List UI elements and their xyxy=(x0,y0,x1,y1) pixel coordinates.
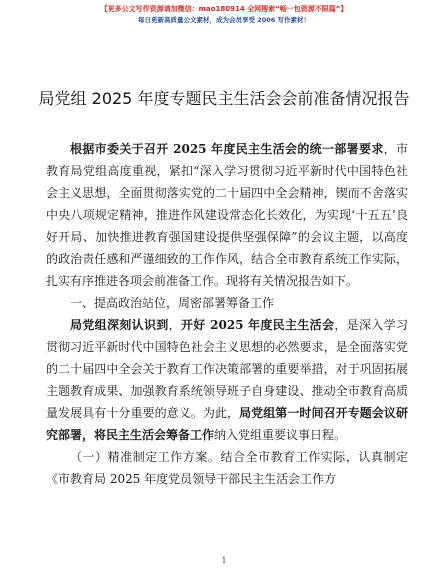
section1-paragraph xyxy=(46,314,408,446)
section1-run-5: 局党组第一时间召开专题会议研究部署，将民主生活会筹备工作 xyxy=(46,406,408,442)
promo-line-1: 【更多公文写作资源请加微信：mao180914 全网搜索“畅一包资源不限篇”】 xyxy=(100,5,348,13)
intro-text: ，市教育局党组高度重视，紧扣“深入学习贯彻习近平新时代中国特色社会主义思想，全面贯彻落实党的二十届四中全会精神，锲而不舍落实中央八项规定精神，推进作风建设常态化长效化，为实现‘十五五’良好开局、加快推进教育强国建设提供坚强保障”的会议主题，以高度的政治责任感和严谨细致的工作作风，结合全市教育系统工作实际，扎实有序推进各项会前准备工作。现将有关情况报告如下。 xyxy=(46,142,408,288)
document-body xyxy=(46,138,408,490)
promo-banner xyxy=(0,4,448,25)
page-number: 1 xyxy=(221,556,227,565)
section1-run-6: 纳入党组重要议事日程。 xyxy=(214,428,347,442)
intro-lead: 根据市委关于召开 2025 年度民主生活会的统一部署要求 xyxy=(70,142,384,156)
section-heading-1: 一、提高政治站位，周密部署筹备工作 xyxy=(70,296,275,310)
subsection-1: （一）精准制定工作方案。结合全市教育工作实际，认真制定《市教育局 2025 年度党员领导干部民主生活会工作方 xyxy=(46,450,408,486)
section1-run-3: 开好 2025 年度民主生活会 xyxy=(180,318,335,332)
section1-run-4: ，是深入学习贯彻习近平新时代中国特色社会主义思想的必然要求，是全面落实党的二十届四中全会关于教育工作决策部署的重要举措，对于巩固拓展主题教育成果、加强教育系统领导班子自身建设、推动全市教育高质量发展具有十分重要的意义。为此， xyxy=(46,318,408,420)
intro-paragraph xyxy=(46,138,408,292)
document-title: 局党组 2025 年度专题民主生活会会前准备情况报告 xyxy=(38,89,410,108)
section1-run-2: ， xyxy=(168,318,181,332)
promo-line-2: 每日更新高质量公文素材，成为会员享受 2006 写作素材！ xyxy=(137,16,311,24)
section1-run-1: 局党组深刻认识到 xyxy=(70,318,169,332)
